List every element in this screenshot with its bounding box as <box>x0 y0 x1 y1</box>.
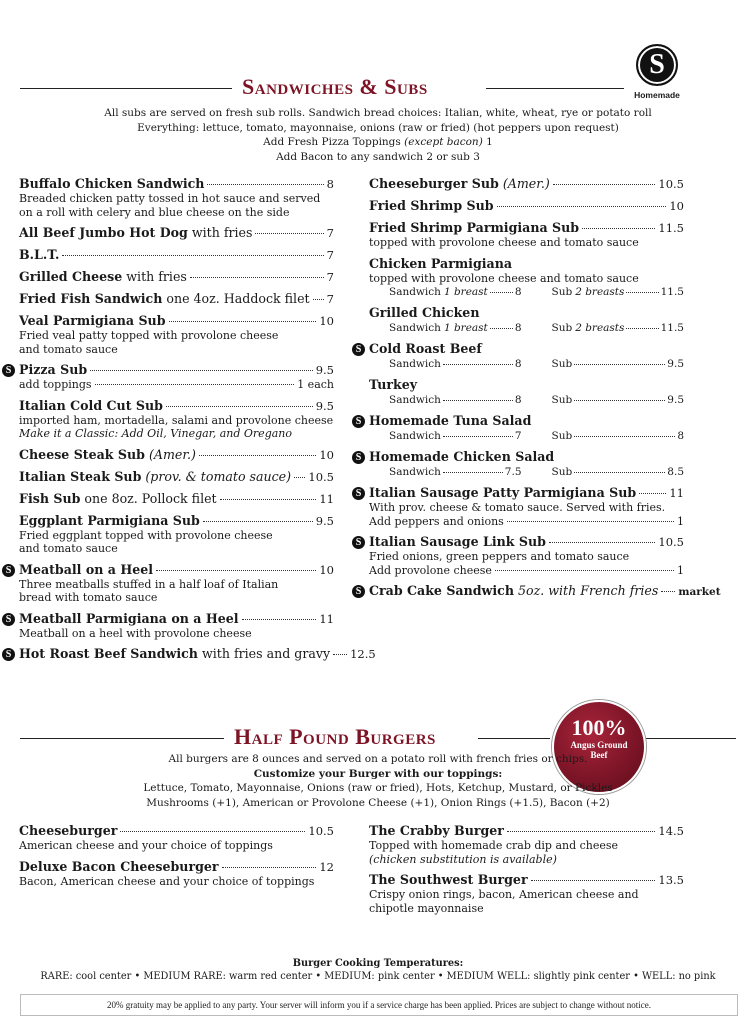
item-description: Topped with homemade crab dip and cheese <box>369 839 619 852</box>
item-option <box>19 378 334 392</box>
menu-item <box>369 198 684 214</box>
item-header <box>19 313 334 329</box>
leader-dots <box>490 328 513 329</box>
item-header <box>19 859 334 875</box>
leader-dots <box>507 521 674 522</box>
size-price: 8 <box>514 394 522 406</box>
menu-item <box>355 449 684 479</box>
menu-item <box>19 313 334 356</box>
sandwiches-right-column <box>355 176 721 606</box>
item-note: (prov. & tomato sauce) <box>145 468 292 484</box>
leader-dots <box>156 570 316 571</box>
menu-item <box>369 377 684 407</box>
item-name: Deluxe Bacon Cheeseburger <box>19 858 219 874</box>
intro-line: Mushrooms (+1), American or Provolone Cheese (+1), Onion Rings (+1.5), Bacon (+2) <box>146 796 610 809</box>
menu-item <box>355 485 684 528</box>
intro-line: Add Fresh Pizza Toppings (except bacon) 1 <box>263 136 493 148</box>
leader-dots <box>574 436 675 437</box>
item-name: Crab Cake Sandwich <box>369 583 514 598</box>
item-name: Italian Steak Sub <box>19 468 142 484</box>
item-description: Fried eggplant topped with provolone cheese <box>19 528 273 542</box>
leader-dots <box>490 292 513 293</box>
item-description: and tomato sauce <box>19 542 118 555</box>
size-label: Sub <box>551 394 573 406</box>
menu-item <box>5 646 376 662</box>
homemade-logo-icon: S <box>636 44 678 86</box>
item-header <box>369 305 684 321</box>
leader-dots <box>255 233 323 234</box>
item-header <box>19 362 334 378</box>
item-header <box>19 491 334 507</box>
size-price: 8 <box>514 322 522 334</box>
item-header <box>369 198 684 214</box>
burgers-intro <box>0 752 756 810</box>
menu-item <box>19 269 334 285</box>
size-label: Sub <box>551 286 573 298</box>
item-note: one 4oz. Haddock filet <box>166 291 310 306</box>
intro-line: Lettuce, Tomato, Mayonnaise, Onions (raw or fried), Hots, Ketchup, Mustard, or Pickles <box>143 782 613 794</box>
sandwiches-title: Sandwiches & Subs <box>242 74 428 99</box>
leader-dots <box>626 328 658 329</box>
item-name: The Crabby Burger <box>369 823 504 838</box>
option-price: 1 <box>677 514 684 528</box>
item-header <box>369 449 684 465</box>
leader-dots <box>574 400 665 401</box>
size-option <box>389 465 530 479</box>
leader-dots <box>62 255 323 256</box>
menu-item <box>19 398 334 441</box>
size-qualifier: 2 breasts <box>575 322 625 334</box>
item-header <box>19 447 334 463</box>
leader-dots <box>222 867 317 868</box>
item-name: Cheeseburger <box>19 823 118 838</box>
menu-item <box>369 872 684 915</box>
size-option <box>530 321 685 335</box>
item-price: 11 <box>319 491 334 506</box>
burgers-rule-right <box>478 738 550 739</box>
item-name: Homemade Chicken Salad <box>369 449 555 464</box>
leader-dots <box>553 184 656 185</box>
size-option <box>389 393 530 407</box>
leader-dots <box>582 228 655 229</box>
item-header <box>19 176 334 192</box>
homemade-mark-icon: S <box>352 585 365 598</box>
item-name: Cheeseburger Sub <box>369 176 499 191</box>
burgers-rule-far-right <box>646 738 736 739</box>
item-description: Bacon, American cheese and your choice of toppings <box>19 874 315 888</box>
item-header <box>369 823 684 839</box>
item-price: 10 <box>319 314 334 328</box>
menu-item <box>19 225 334 241</box>
item-note: (Amer.) <box>148 446 196 462</box>
item-header <box>19 513 334 529</box>
item-name: Fried Shrimp Sub <box>369 198 494 213</box>
size-option <box>530 465 685 479</box>
homemade-mark-icon: S <box>352 343 365 356</box>
item-description: American cheese and your choice of toppings <box>19 839 273 852</box>
item-price: 14.5 <box>658 824 684 838</box>
size-option <box>389 429 530 443</box>
size-option <box>530 357 685 371</box>
item-name: Homemade Tuna Salad <box>369 413 532 428</box>
item-name: Meatball Parmigiana on a Heel <box>19 610 239 626</box>
menu-item <box>5 561 334 605</box>
menu-item <box>369 823 684 866</box>
item-price: 10 <box>669 199 684 213</box>
menu-item <box>369 305 684 335</box>
item-header <box>369 377 684 393</box>
toppings-heading: Customize your Burger with our toppings: <box>253 767 503 780</box>
item-price: 13.5 <box>658 873 684 887</box>
temps-line: RARE: cool center • MEDIUM RARE: warm red center • MEDIUM: pink center • MEDIUM WELL: slightly pink center • WELL: no pink <box>40 971 716 982</box>
intro-line: Everything: lettuce, tomato, mayonnaise, onions (raw or fried) (hot peppers upon request) <box>137 121 619 134</box>
item-name: Fried Shrimp Parmigiana Sub <box>369 220 580 235</box>
title-rule-right <box>486 88 624 89</box>
item-option <box>369 564 684 578</box>
temps-heading: Burger Cooking Temperatures: <box>292 958 464 969</box>
item-header <box>369 872 684 888</box>
title-rule-left <box>20 88 232 89</box>
homemade-mark-icon: S <box>352 487 365 500</box>
item-header <box>369 534 684 550</box>
item-description: chipotle mayonnaise <box>369 901 484 915</box>
size-qualifier: 1 breast <box>443 322 488 334</box>
item-description: Fried onions, green peppers and tomato sauce <box>369 550 630 563</box>
item-description: bread with tomato sauce <box>19 591 158 604</box>
badge-line: Beef <box>590 750 608 760</box>
footer-note: 20% gratuity may be applied to any party. Your server will inform you if a service charge has been applied. Prices are subject to change without notice. <box>20 994 738 1016</box>
size-qualifier: 2 breasts <box>575 286 625 298</box>
item-header <box>19 398 334 414</box>
size-label: Sandwich <box>389 466 441 478</box>
item-price: 7 <box>326 292 334 306</box>
menu-item <box>19 247 334 263</box>
item-header <box>19 225 334 241</box>
menu-item <box>19 176 334 219</box>
size-label: Sub <box>551 430 573 442</box>
item-description: Three meatballs stuffed in a half loaf of Italian <box>19 577 279 591</box>
item-name: Pizza Sub <box>19 362 88 377</box>
size-option <box>389 321 530 335</box>
item-description: imported ham, mortadella, salami and provolone cheese <box>19 413 334 427</box>
menu-item <box>5 610 334 641</box>
item-note: with fries and gravy <box>201 646 331 661</box>
leader-dots <box>333 654 347 655</box>
item-header <box>369 485 684 501</box>
item-header <box>19 823 334 839</box>
item-price: 11.5 <box>658 221 684 235</box>
intro-line: All burgers are 8 ounces and served on a potato roll with french fries or chips. <box>168 753 588 765</box>
item-name: Italian Sausage Patty Parmigiana Sub <box>369 485 637 500</box>
item-price: 7 <box>326 248 334 262</box>
menu-item <box>355 341 684 371</box>
menu-item <box>5 362 334 392</box>
item-description: Breaded chicken patty tossed in hot sauce and served <box>19 192 321 205</box>
leader-dots <box>220 499 317 500</box>
homemade-mark-icon: S <box>2 648 15 661</box>
size-option <box>530 429 685 443</box>
homemade-mark-icon: S <box>352 536 365 549</box>
item-price: 11 <box>669 486 684 500</box>
item-description: on a roll with celery and blue cheese on the side <box>19 205 290 219</box>
leader-dots <box>495 570 674 571</box>
item-name: B.L.T. <box>19 247 60 262</box>
menu-item <box>355 534 684 577</box>
leader-dots <box>207 184 323 185</box>
size-row <box>369 321 684 335</box>
item-name: Grilled Chicken <box>369 305 480 320</box>
leader-dots <box>90 370 313 371</box>
size-price: 11.5 <box>660 286 684 298</box>
homemade-mark-icon: S <box>2 564 15 577</box>
item-price: 7 <box>326 226 334 240</box>
leader-dots <box>166 406 313 407</box>
size-price: 7 <box>514 430 522 442</box>
item-name: Cheese Steak Sub <box>19 446 145 462</box>
item-name: The Southwest Burger <box>369 872 528 887</box>
leader-dots <box>95 384 295 385</box>
item-header <box>19 247 334 263</box>
leader-dots <box>507 831 655 832</box>
option-label: Add provolone cheese <box>369 563 492 577</box>
menu-item <box>19 469 334 485</box>
size-label: Sandwich <box>389 430 441 442</box>
item-name: Meatball on a Heel <box>19 561 154 577</box>
homemade-mark-icon: S <box>352 415 365 428</box>
menu-item <box>19 291 334 307</box>
item-note: with fries <box>126 269 187 284</box>
item-name: Buffalo Chicken Sandwich <box>19 176 205 191</box>
item-price: 11 <box>319 611 334 626</box>
homemade-logo-label: Homemade <box>634 90 680 100</box>
size-option <box>530 393 685 407</box>
item-price: 8 <box>326 177 334 191</box>
leader-dots <box>203 521 313 522</box>
leader-dots <box>190 277 324 278</box>
size-option <box>530 285 685 299</box>
size-row <box>369 429 684 443</box>
item-description: (chicken substitution is available) <box>369 852 557 866</box>
menu-item <box>19 823 334 853</box>
item-header <box>19 611 334 627</box>
item-description: Crispy onion rings, bacon, American cheese and <box>369 888 639 901</box>
item-name: Hot Roast Beef Sandwich <box>19 646 198 661</box>
size-price: 8 <box>677 430 684 442</box>
leader-dots <box>626 292 658 293</box>
burgers-title: Half Pound Burgers <box>234 724 436 749</box>
item-note: with fries <box>191 225 253 240</box>
item-name: All Beef Jumbo Hot Dog <box>19 225 188 240</box>
leader-dots <box>169 321 317 322</box>
leader-dots <box>443 436 513 437</box>
item-description: and tomato sauce <box>19 342 118 356</box>
item-price: 9.5 <box>315 398 334 413</box>
homemade-mark-icon: S <box>2 613 15 626</box>
leader-dots <box>120 831 305 832</box>
size-row <box>369 393 684 407</box>
item-price: 10.5 <box>658 177 684 191</box>
leader-dots <box>549 542 655 543</box>
item-price: 7 <box>326 270 334 284</box>
item-description: Fried veal patty topped with provolone cheese <box>19 329 279 342</box>
cooking-temperatures <box>0 957 756 983</box>
item-header <box>369 413 684 429</box>
size-price: 9.5 <box>667 358 684 370</box>
item-header <box>19 291 334 307</box>
item-price: 12 <box>319 859 334 874</box>
size-price: 8.5 <box>667 466 684 478</box>
burgers-left-column <box>19 823 334 894</box>
item-option <box>369 515 684 529</box>
item-header <box>369 341 684 357</box>
item-header <box>369 176 684 192</box>
size-label: Sub <box>551 358 573 370</box>
size-price: 9.5 <box>667 394 684 406</box>
leader-dots <box>242 619 317 620</box>
leader-dots <box>443 400 513 401</box>
sandwiches-left-column <box>5 176 376 668</box>
item-description: With prov. cheese & tomato sauce. Served with fries. <box>369 501 666 514</box>
item-name: Eggplant Parmigiana Sub <box>19 512 200 528</box>
size-label: Sub <box>551 322 573 334</box>
leader-dots <box>574 472 665 473</box>
leader-dots <box>661 591 675 592</box>
leader-dots <box>531 880 656 881</box>
leader-dots <box>639 493 666 494</box>
size-row <box>369 465 684 479</box>
size-option <box>389 285 530 299</box>
item-price: 10 <box>319 562 334 577</box>
item-header <box>369 256 684 272</box>
leader-dots <box>443 472 503 473</box>
item-header <box>19 469 334 485</box>
size-label: Sandwich <box>389 394 441 406</box>
size-label: Sandwich <box>389 322 441 334</box>
leader-dots <box>497 206 667 207</box>
item-header <box>369 220 684 236</box>
size-row <box>369 357 684 371</box>
option-price: 1 <box>677 563 684 577</box>
item-header <box>19 562 334 578</box>
size-option <box>389 357 530 371</box>
size-price: 8 <box>514 358 522 370</box>
item-note: one 8oz. Pollock filet <box>84 490 217 506</box>
badge-line: Angus Ground <box>570 740 628 750</box>
burgers-rule-left <box>20 738 224 739</box>
item-description: topped with provolone cheese and tomato sauce <box>369 271 639 285</box>
option-label: Add peppers and onions <box>369 514 504 528</box>
item-header <box>19 646 376 662</box>
badge-percent: 100% <box>571 715 627 740</box>
item-price: market <box>678 586 721 598</box>
item-header <box>369 583 721 600</box>
menu-item <box>355 583 721 600</box>
item-name: Turkey <box>369 377 418 392</box>
item-price: 10 <box>319 447 334 462</box>
size-price: 11.5 <box>660 322 684 334</box>
item-name: Italian Cold Cut Sub <box>19 397 163 413</box>
item-description: topped with provolone cheese and tomato sauce <box>369 236 639 249</box>
menu-item <box>369 220 684 250</box>
homemade-mark-icon: S <box>352 451 365 464</box>
intro-line: All subs are served on fresh sub rolls. Sandwich bread choices: Italian, white, wheat, rye or potato roll <box>104 107 652 119</box>
item-price: 10.5 <box>308 824 334 838</box>
homemade-mark-icon: S <box>2 364 15 377</box>
option-price: 1 each <box>297 378 334 391</box>
menu-item <box>19 859 334 889</box>
item-name: Chicken Parmigiana <box>369 255 513 271</box>
sandwiches-intro <box>0 106 756 164</box>
menu-item <box>369 256 684 300</box>
option-label: add toppings <box>19 378 92 391</box>
size-label: Sandwich <box>389 286 441 298</box>
menu-item <box>19 491 334 507</box>
leader-dots <box>574 364 665 365</box>
item-price: 9.5 <box>315 513 334 528</box>
menu-item <box>369 176 684 192</box>
size-price: 7.5 <box>504 466 522 478</box>
item-header <box>19 269 334 285</box>
item-description: Make it a Classic: Add Oil, Vinegar, and Oregano <box>19 427 292 440</box>
item-name: Italian Sausage Link Sub <box>369 534 546 549</box>
item-description: Meatball on a heel with provolone cheese <box>19 626 252 640</box>
item-name: Cold Roast Beef <box>369 341 482 356</box>
intro-line: Add Bacon to any sandwich 2 or sub 3 <box>276 150 480 163</box>
leader-dots <box>199 455 316 456</box>
size-row <box>369 285 684 299</box>
item-price: 10.5 <box>658 535 684 549</box>
menu-item <box>355 413 684 443</box>
size-price: 8 <box>514 286 522 298</box>
burgers-right-column <box>369 823 684 921</box>
item-name: Fish Sub <box>19 490 81 506</box>
leader-dots <box>443 364 513 365</box>
item-name: Grilled Cheese <box>19 269 123 284</box>
item-price: 12.5 <box>350 647 376 661</box>
item-note: (Amer.) <box>502 176 550 191</box>
item-name: Veal Parmigiana Sub <box>19 313 166 328</box>
item-price: 9.5 <box>315 363 334 377</box>
leader-dots <box>294 477 305 478</box>
size-qualifier: 1 breast <box>443 286 488 298</box>
menu-item <box>19 447 334 463</box>
menu-item <box>19 513 334 556</box>
item-name: Fried Fish Sandwich <box>19 291 163 306</box>
leader-dots <box>313 299 324 300</box>
item-price: 10.5 <box>308 469 334 484</box>
item-note: 5oz. with French fries <box>517 583 659 598</box>
size-label: Sub <box>551 466 573 478</box>
size-label: Sandwich <box>389 358 441 370</box>
